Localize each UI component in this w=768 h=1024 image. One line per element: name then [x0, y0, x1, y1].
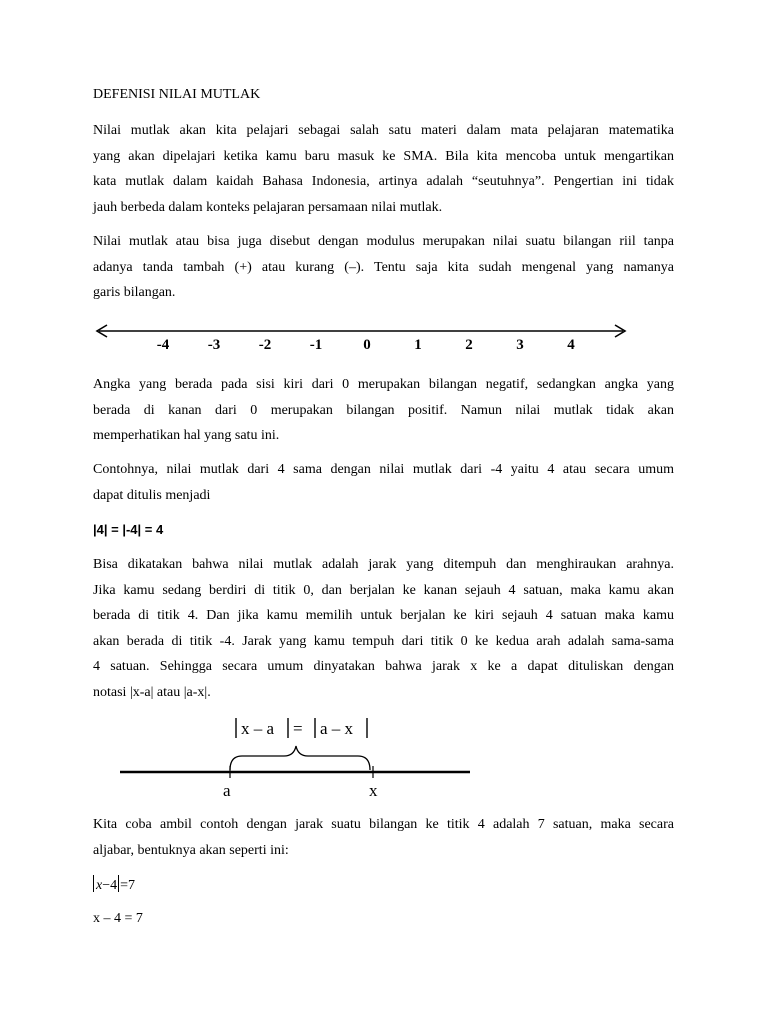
- number-line-tick-label: 1: [414, 337, 422, 353]
- paragraph-example-seven: [93, 812, 674, 863]
- text-line: Jika kamu sedang berdiri di titik 0, dan berjalan ke kanan sejauh 4 satuan, maka kamu akan: [93, 582, 674, 598]
- text-line: Kita coba ambil contoh dengan jarak suatu bilangan ke titik 4 adalah 7 satuan, maka secara: [93, 817, 674, 832]
- paragraph-example: [93, 457, 674, 508]
- text-line: 4 satuan. Sehingga secara umum dinyatakan bahwa jarak x ke a dapat dituliskan dengan: [93, 659, 674, 674]
- expr-right: a – x: [320, 719, 354, 738]
- text-line: yang akan dipelajari ketika kamu baru masuk ke SMA. Bila kita mencoba untuk mengartikan: [93, 148, 674, 164]
- number-line-ticks: [157, 337, 576, 353]
- paragraph-distance: [93, 552, 674, 705]
- formula-abs-four: |4| = |-4| = 4: [93, 522, 164, 537]
- eq-rhs: =7: [120, 878, 136, 893]
- number-line-tick-label: -3: [207, 337, 221, 353]
- eq-minus-four: −4: [102, 878, 118, 893]
- eq-variable: x: [96, 878, 103, 893]
- text-line: Bisa dikatakan bahwa nilai mutlak adalah jarak yang ditempuh dan menghiraukan arahnya.: [93, 557, 674, 572]
- expr-left: x – a: [241, 719, 275, 738]
- text-line: adanya tanda tambah (+) atau kurang (–). Tentu saja kita sudah mengenal yang namanya: [93, 259, 674, 275]
- number-line-tick-label: -1: [309, 337, 323, 353]
- text-line: aljabar, bentuknya akan seperti ini:: [93, 842, 289, 858]
- abs-bar: [93, 875, 94, 892]
- number-line-tick-label: 4: [567, 337, 575, 353]
- equals-sign: =: [293, 719, 303, 738]
- number-line-tick-label: 3: [516, 337, 524, 353]
- text-line: Angka yang berada pada sisi kiri dari 0 merupakan bilangan negatif, sedangkan angka yang: [93, 377, 674, 392]
- label-a: a: [223, 781, 231, 800]
- text-line: kata mutlak dalam kaidah Bahasa Indonesia, artinya adalah “seutuhnya”. Pengertian ini tidak: [93, 174, 674, 189]
- text-line: jauh berbeda dalam konteks pelajaran persamaan nilai mutlak.: [93, 199, 443, 215]
- abs-bar: [118, 875, 119, 892]
- paragraph-negative-positive: [93, 372, 674, 449]
- number-line-tick-label: -2: [258, 337, 272, 353]
- label-x: x: [369, 781, 378, 800]
- text-line: berada di kanan dari 0 merupakan bilangan positif. Namun nilai mutlak tidak akan: [93, 402, 674, 418]
- document-title: DEFENISI NILAI MUTLAK: [93, 87, 261, 102]
- equation-linear: x – 4 = 7: [93, 911, 143, 926]
- text-line: Contohnya, nilai mutlak dari 4 sama dengan nilai mutlak dari -4 yaitu 4 atau secara umum: [93, 462, 674, 477]
- number-line-tick-label: -4: [156, 337, 170, 353]
- text-line: berada di titik 4. Dan jika kamu memilih untuk berjalan ke kiri sejauh 4 satuan maka kamu: [93, 608, 674, 623]
- text-line: Nilai mutlak akan kita pelajari sebagai salah satu materi dalam mata pelajaran matematika: [93, 123, 674, 138]
- text-line: dapat ditulis menjadi: [93, 487, 211, 503]
- number-line-figure: [93, 318, 633, 358]
- paragraph-intro: [93, 118, 674, 220]
- text-line: memperhatikan hal yang satu ini.: [93, 428, 280, 443]
- text-line: notasi |x-a| atau |a-x|.: [93, 684, 211, 700]
- paragraph-modulus: [93, 229, 674, 306]
- number-line-tick-label: 2: [465, 337, 473, 353]
- equation-absolute: [93, 875, 135, 894]
- curly-brace: [230, 746, 370, 770]
- distance-diagram: [118, 712, 474, 804]
- text-line: garis bilangan.: [93, 285, 176, 300]
- number-line-tick-label: 0: [363, 337, 371, 353]
- text-line: akan berada di titik -4. Jarak yang kamu tempuh dari titik 0 ke kedua arah adalah sama-sama: [93, 633, 674, 649]
- text-line: Nilai mutlak atau bisa juga disebut dengan modulus merupakan nilai suatu bilangan riil tanpa: [93, 234, 674, 249]
